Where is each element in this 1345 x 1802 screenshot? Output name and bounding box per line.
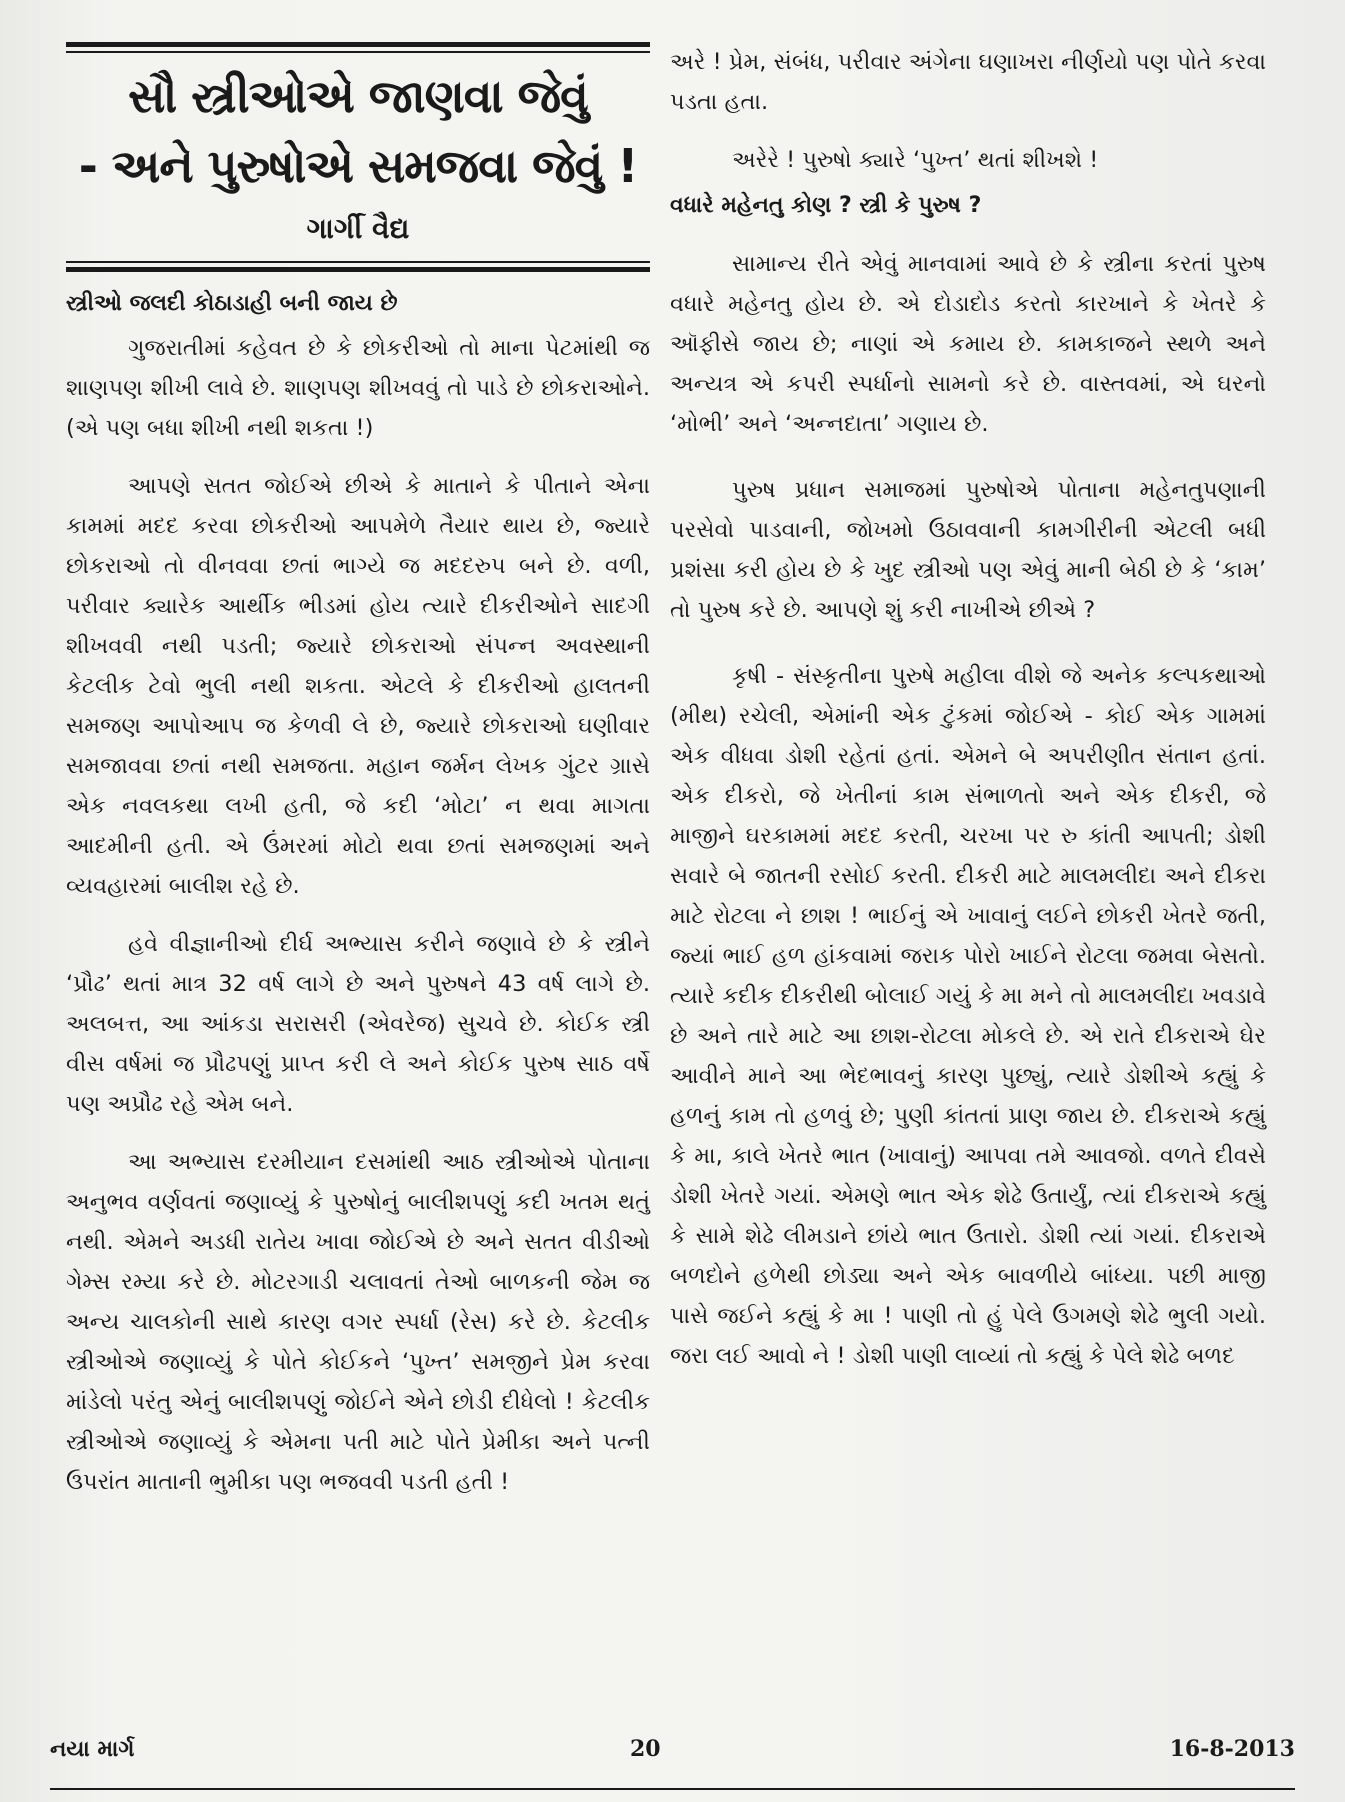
section-heading-2: વધારે મહેનતુ કોણ ? સ્ત્રી કે પુરુષ ? — [670, 193, 982, 218]
section-heading-1: સ્ત્રીઓ જલદી કોઠાડાહી બની જાય છે — [66, 291, 398, 316]
title-rule-top — [66, 42, 650, 53]
footer-rule — [50, 1788, 1295, 1790]
right-paragraph-1: અરે ! પ્રેમ, સંબંધ, પરીવાર અંગેના ઘણાખરા નીર્ણયો પણ પોતે કરવા પડતા હતા. — [670, 49, 1266, 115]
left-paragraph-2: આપણે સતત જોઈએ છીએ કે માતાને કે પીતાને એના કામમાં મદદ કરવા છોકરીઓ આપમેળે તૈયાર થાય છે, જ્યારે છોકરાઓ તો વીનવવા છતાં ભાગ્યે જ મદદરુપ બને છે. વળી, પરીવાર ક્યારેક આર્થીક ભીડમાં હોય ત્યારે દીકરીઓને સાદગી શીખવવી નથી પડતી; જ્યારે છોકરાઓ સંપન્ન અવસ્થાની કેટલીક ટેવો ભુલી નથી શકતા. એટલે કે દીકરીઓ હાલતની સમજણ આપોઆપ જ કેળવી લે છે, જ્યારે છોકરાઓ ઘણીવાર સમજાવવા છતાં નથી સમજતા. મહાન જર્મન લેખક ગુંટર ગ્રાસે એક નવલકથા લખી હતી, જે કદી ‘મોટા’ ન થવા માગતા આદમીની હતી. એ ઉંમરમાં મોટો થવા છતાં સમજણમાં અને વ્યવહારમાં બાલીશ રહે છે. — [66, 473, 650, 899]
left-paragraph-3: હવે વીજ્ઞાનીઓ દીર્ઘ અભ્યાસ કરીને જણાવે છે કે સ્ત્રીને ‘પ્રૌઢ’ થતાં માત્ર 32 વર્ષ લાગે છે અને પુરુષને 43 વર્ષ લાગે છે. અલબત્ત, આ આંકડા સરાસરી (એવરેજ) સુચવે છે. કોઈક સ્ત્રી વીસ વર્ષમાં જ પ્રૌઢપણું પ્રાપ્ત કરી લે અને કોઈક પુરુષ સાઠ વર્ષે પણ અપ્રૌઢ રહે એમ બને. — [66, 931, 650, 1117]
footer-date: 16-8-2013 — [1169, 1736, 1295, 1762]
title-rule-bottom — [66, 261, 650, 272]
right-paragraph-2: અરેરે ! પુરુષો ક્યારે ‘પુખ્ત’ થતાં શીખશે ! — [732, 147, 1099, 173]
right-paragraph-5: કૃષી - સંસ્કૃતીના પુરુષે મહીલા વીશે જે અનેક કલ્પકથાઓ (મીથ) રચેલી, એમાંની એક ટુંકમાં જોઈએ - કોઈ એક ગામમાં એક વીધવા ડોશી રહેતાં હતાં. એમને બે અપરીણીત સંતાન હતાં. એક દીકરો, જે ખેતીનાં કામ સંભાળતો અને એક દીકરી, જે માજીને ઘરકામમાં મદદ કરતી, ચરખા પર રુ કાંતી આપતી; ડોશી સવારે બે જાતની રસોઈ કરતી. દીકરી માટે માલમલીદા અને દીકરા માટે રોટલા ને છાશ ! ભાઈનું એ ખાવાનું લઈને છોકરી ખેતરે જતી, જ્યાં ભાઈ હળ હાંકવામાં જરાક પોરો ખાઈને રોટલા જમવા બેસતો. ત્યારે કદીક દીકરીથી બોલાઈ ગયું કે મા મને તો માલમલીદા ખવડાવે છે અને તારે માટે આ છાશ-રોટલા મોકલે છે. એ રાતે દીકરાએ ઘેર આવીને માને આ ભેદભાવનું કારણ પુછ્યું, ત્યારે ડોશીએ કહ્યું કે હળનું કામ તો હળવું છે; પુણી કાંતતાં પ્રાણ જાય છે. દીકરાએ કહ્યું કે મા, કાલે ખેતરે ભાત (ખાવાનું) આપવા તમે આવજો. વળતે દીવસે ડોશી ખેતરે ગયાં. એમણે ભાત એક શેઢે ઉતાર્યું, ત્યાં દીકરાએ કહ્યું કે સામે શેઢે લીમડાને છાંયે ભાત ઉતારો. ડોશી ત્યાં ગયાં. દીકરાએ બળદોને હળેથી છોડ્યા અને એક બાવળીયે બાંધ્યા. પછી માજી પાસે જઈને કહ્યું કે મા ! પાણી તો હું પેલે ઉગમણે શેઢે ભુલી ગયો. જરા લઈ આવો ને ! ડોશી પાણી લાવ્યાં તો કહ્યું કે પેલે શેઢે બળદ — [670, 663, 1266, 1369]
left-column — [66, 42, 650, 1502]
article-title-line-2: - અને પુરુષોએ સમજવા જેવું ! — [78, 139, 638, 193]
footer-page-number: 20 — [630, 1736, 661, 1762]
article-author: ગાર્ગી વૈદ્ય — [306, 212, 410, 245]
left-paragraph-1: ગુજરાતીમાં કહેવત છે કે છોકરીઓ તો માના પેટમાંથી જ શાણપણ શીખી લાવે છે. શાણપણ શીખવવું તો પાડે છે છોકરાઓને. (એ પણ બધા શીખી નથી શકતા !) — [66, 335, 650, 441]
footer-publication-name: નયા માર્ગ — [50, 1736, 135, 1762]
article-title-line-1: સૌ સ્ત્રીઓએ જાણવા જેવું — [128, 69, 588, 123]
left-paragraph-4: આ અભ્યાસ દરમીયાન દસમાંથી આઠ સ્ત્રીઓએ પોતાના અનુભવ વર્ણવતાં જણાવ્યું કે પુરુષોનું બાલીશપણું કદી ખતમ થતું નથી. એમને અડધી રાતેય ખાવા જોઈએ છે અને સતત વીડીઓ ગેમ્સ રમ્યા કરે છે. મોટરગાડી ચલાવતાં તેઓ બાળકની જેમ જ અન્ય ચાલકોની સાથે કારણ વગર સ્પર્ધા (રેસ) કરે છે. કેટલીક સ્ત્રીઓએ જણાવ્યું કે પોતે કોઈકને ‘પુખ્ત’ સમજીને પ્રેમ કરવા માંડેલો પરંતુ એનું બાલીશપણું જોઈને એને છોડી દીધેલો ! કેટલીક સ્ત્રીઓએ જણાવ્યું કે એમના પતી માટે પોતે પ્રેમીકા અને પત્ની ઉપરાંત માતાની ભુમીકા પણ ભજવવી પડતી હતી ! — [66, 1149, 650, 1495]
right-paragraph-4: પુરુષ પ્રધાન સમાજમાં પુરુષોએ પોતાના મહેનતુપણાની પરસેવો પાડવાની, જોખમો ઉઠાવવાની કામગીરીની એટલી બધી પ્રશંસા કરી હોય છે કે ખુદ સ્ત્રીઓ પણ એવું માની બેઠી છે કે ‘કામ’ તો પુરુષ કરે છે. આપણે શું કરી નાખીએ છીએ ? — [670, 477, 1266, 623]
right-column — [670, 42, 1266, 1376]
right-paragraph-3: સામાન્ય રીતે એવું માનવામાં આવે છે કે સ્ત્રીના કરતાં પુરુષ વધારે મહેનતુ હોય છે. એ દોડાદોડ કરતો કારખાને કે ખેતરે કે ઑફીસે જાય છે; નાણાં એ કમાય છે. કામકાજને સ્થળે અને અન્યત્ર એ કપરી સ્પર્ધાનો સામનો કરે છે. વાસ્તવમાં, એ ઘરનો ‘મોભી’ અને ‘અન્નદાતા’ ગણાય છે. — [670, 251, 1266, 437]
